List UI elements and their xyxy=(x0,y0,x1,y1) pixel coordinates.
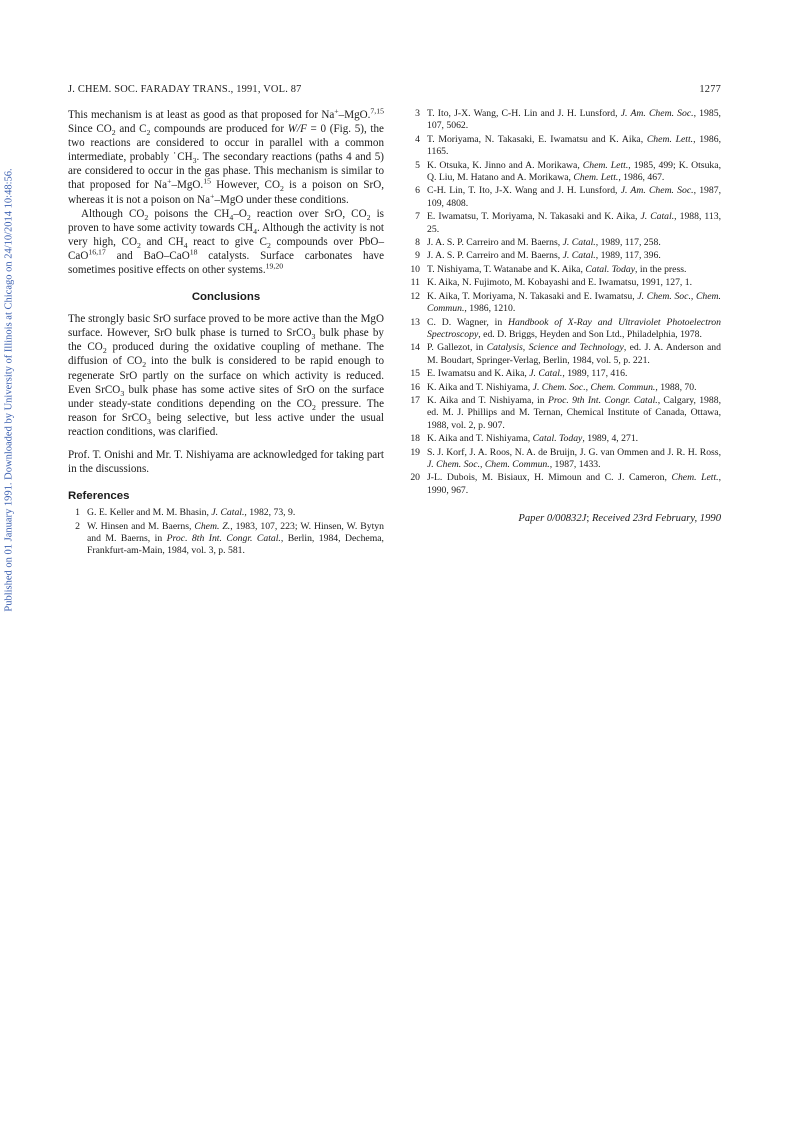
right-column xyxy=(408,108,721,524)
reference-item: 15 E. Iwamatsu and K. Aika, J. Catal., 1989, 117, 416. xyxy=(410,368,628,380)
paragraph-mechanism: This mechanism is at least as good as that proposed for Na+–MgO.$^{7,15}$ Since $CO_2$ and $C_2$ compounds are produced for W/F = 0 (Fig. 5), the two reactions are considered to occur in parallel with a common intermediate, probably $˙CH_3$. The secondary reactions (paths 4 and 5) are considered to occur in the gas phase. This mechanism is similar to that proposed for Na+–MgO.$^{15}$ However, $CO_2$ is a poison on SrO, whereas it is not a poison on Na+–MgO under these conditions. xyxy=(68,106,385,206)
paper-received-line: Paper 0/00832J; Received 23rd February, 1990 xyxy=(518,513,721,525)
paragraph-conclusions: The strongly basic SrO surface proved to be more active than the MgO surface. However, SrO bulk phase is turned to SrCO$_3$ bulk phase by the $CO_2$ produced during the oxidative coupling of methane. The diffusion of $CO_2$ into the bulk is considered to be rapid enough to regenerate SrO partly on the surface on which activity is reduced. Even SrCO$_3$ bulk phase has some active sites of SrO on the surface under steady-state conditions depending on the $CO_2$ pressure. The reason for SrCO$_3$ being selective, but less active under the usual reaction conditions, was clarified. xyxy=(68,313,384,438)
reference-item: 5 K. Otsuka, K. Jinno and A. Morikawa, Chem. Lett., 1985, 499; K. Otsuka, Q. Liu, M. Hatano and A. Morikawa, Chem. Lett., 1986, 467. xyxy=(415,159,721,184)
reference-item: 14 P. Gallezot, in Catalysis, Science and Technology, ed. J. A. Anderson and M. Boudart, Springer-Verlag, Berlin, 1984, vol. 5, p. 221. xyxy=(410,342,721,366)
reference-item: 20 J-L. Dubois, M. Bisiaux, H. Mimoun and C. J. Cameron, Chem. Lett., 1990, 967. xyxy=(410,472,722,496)
reference-item: 18 K. Aika and T. Nishiyama, Catal. Today, 1989, 4, 271. xyxy=(410,433,639,445)
page-number: 1277 xyxy=(699,84,721,95)
references-heading: References xyxy=(68,490,130,503)
paragraph-co2-poison: Although $CO_2$ poisons the $CH_4-O_2$ reaction over SrO, $CO_2$ is proven to have some activity towards $CH_4$. Although the activity is not very high, $CO_2$ and $CH_4$ react to give $C_2$ compounds over PbO–CaO$^{16,17}$ and BaO–CaO$^{18}$ catalysts. Surface carbonates have sometimes positive effects on other systems.$^{19,20}$ xyxy=(68,207,384,277)
reference-item: 2 W. Hinsen and M. Baerns, Chem. Z., 1983, 107, 223; W. Hinsen, W. Bytyn and M. Baerns, in Proc. 8th Int. Congr. Catal., Berlin, 1984, Dechema, Frankfurt-am-Main, 1984, vol. 3, p. 581. xyxy=(75,520,384,557)
reference-item: 11 K. Aika, N. Fujimoto, M. Kobayashi and E. Iwamatsu, 1991, 127, 1. xyxy=(410,277,693,289)
reference-item: 12 K. Aika, T. Moriyama, N. Takasaki and E. Iwamatsu, J. Chem. Soc., Chem. Commun., 1986, 1210. xyxy=(410,290,721,315)
reference-item: 6 C-H. Lin, T. Ito, J-X. Wang and J. H. Lunsford, J. Am. Chem. Soc., 1987, 109, 4808. xyxy=(415,185,722,209)
received-date: Received 23rd February, 1990 xyxy=(591,513,721,525)
reference-item: 9 J. A. S. P. Carreiro and M. Baerns, J. Catal., 1989, 117, 396. xyxy=(415,250,661,262)
paper-id: Paper 0/00832J xyxy=(518,513,587,525)
paragraph-acknowledgement: Prof. T. Onishi and Mr. T. Nishiyama are acknowledged for taking part in the discussions. xyxy=(68,448,384,476)
left-column xyxy=(68,108,384,559)
reference-item: 10 T. Nishiyama, T. Watanabe and K. Aika, Catal. Today, in the press. xyxy=(410,263,687,275)
reference-item: 7 E. Iwamatsu, T. Moriyama, N. Takasaki and K. Aika, J. Catal., 1988, 113, 25. xyxy=(415,211,721,235)
reference-item: 8 J. A. S. P. Carreiro and M. Baerns, J. Catal., 1989, 117, 258. xyxy=(415,237,661,249)
reference-item: 4 T. Moriyama, N. Takasaki, E. Iwamatsu and K. Aika, Chem. Lett., 1986, 1165. xyxy=(415,133,722,158)
reference-item: 16 K. Aika and T. Nishiyama, J. Chem. Soc., Chem. Commun., 1988, 70. xyxy=(410,381,697,393)
reference-item: 17 K. Aika and T. Nishiyama, in Proc. 9th Int. Congr. Catal., Calgary, 1988, ed. M. J. Phillips and M. Ternan, Chemical Institute of Canada, Ottawa, 1988, vol. 2, p. 907. xyxy=(410,394,721,431)
download-watermark-text: Published on 01 January 1991. Downloaded by University of Illinois at Chicago on 24/10/2014 10:48:56. xyxy=(3,168,15,612)
download-watermark xyxy=(2,90,16,690)
running-header xyxy=(68,84,721,98)
reference-item: 1 G. E. Keller and M. M. Bhasin, J. Catal., 1982, 73, 9. xyxy=(75,507,296,519)
journal-citation: J. CHEM. SOC. FARADAY TRANS., 1991, VOL. 87 xyxy=(68,84,302,95)
reference-item: 3 T. Ito, J-X. Wang, C-H. Lin and J. H. Lunsford, J. Am. Chem. Soc., 1985, 107, 5062. xyxy=(415,108,721,132)
conclusions-heading: Conclusions xyxy=(191,291,261,304)
reference-item: 19 S. J. Korf, J. A. Roos, N. A. de Bruijn, J. G. van Ommen and J. R. H. Ross, J. Chem. Soc., Chem. Commun., 1987, 1433. xyxy=(410,446,721,470)
reference-item: 13 C. D. Wagner, in Handbook of X-Ray and Ultraviolet Photoelectron Spectroscopy, ed. D. Briggs, Heyden and Son Ltd., Philadelphia, 1978. xyxy=(410,316,721,340)
